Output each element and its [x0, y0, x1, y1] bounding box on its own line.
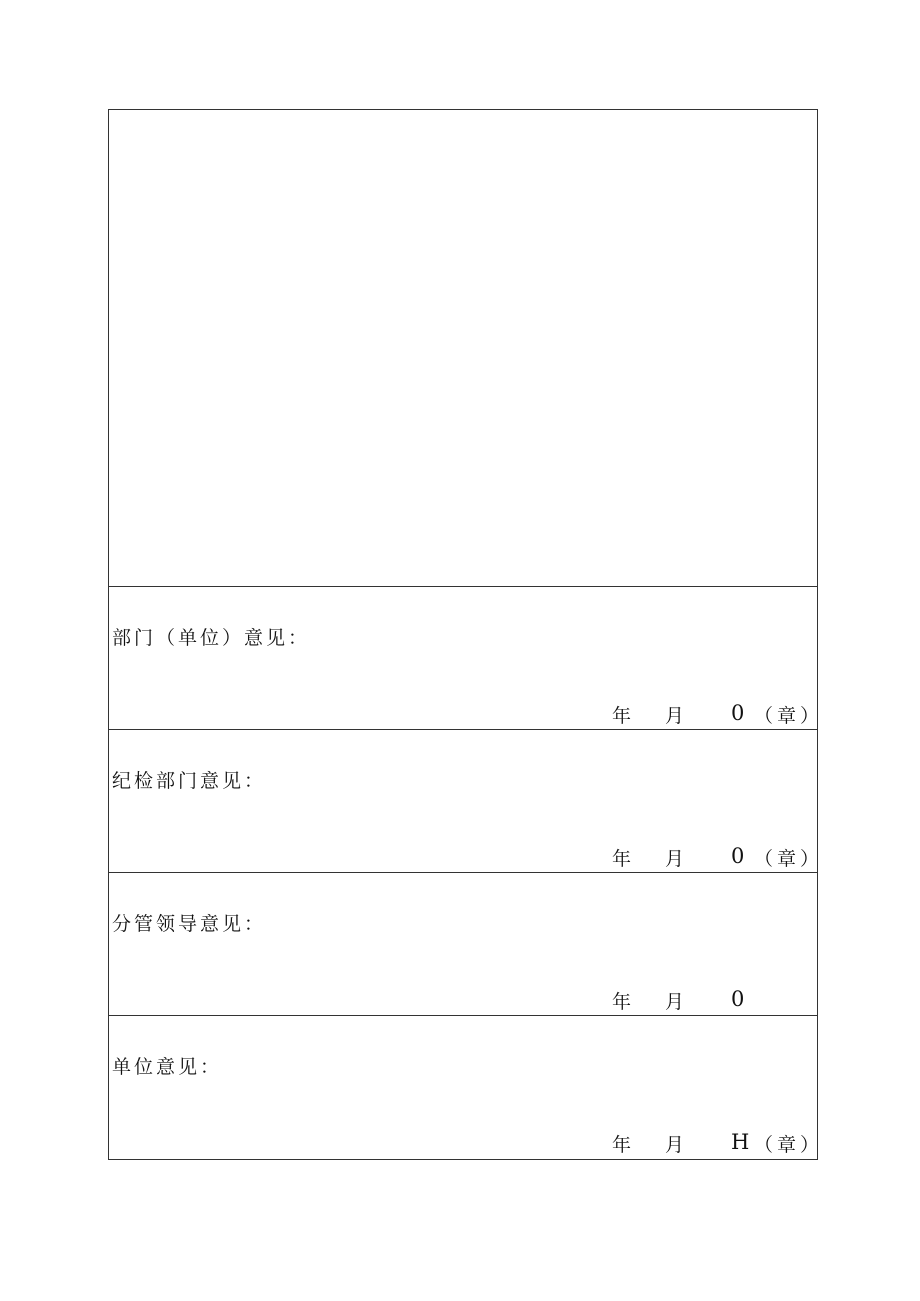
day-label: 0 [731, 701, 745, 725]
seal-label: （章） [754, 848, 824, 870]
department-date-line [609, 701, 824, 727]
unit-opinion-section [109, 1016, 824, 1159]
department-opinion-section [109, 587, 824, 730]
seal-label: （章） [754, 1134, 824, 1156]
content-blank-area [109, 110, 817, 587]
department-opinion-label: 部门（单位）意见： [112, 627, 311, 649]
month-label: 月 [665, 1134, 685, 1156]
day-label: H [731, 1130, 750, 1154]
leader-opinion-label: 分管领导意见： [112, 913, 267, 935]
discipline-opinion-section [109, 730, 824, 873]
month-label: 月 [665, 991, 685, 1013]
discipline-date-line [609, 844, 824, 870]
year-label: 年 [612, 848, 632, 870]
year-label: 年 [612, 705, 632, 727]
unit-date-line [609, 1130, 824, 1156]
year-label: 年 [612, 991, 632, 1013]
month-label: 月 [665, 848, 685, 870]
leader-date-line [609, 987, 817, 1011]
unit-opinion-label: 单位意见： [112, 1056, 223, 1078]
seal-label: （章） [754, 705, 824, 727]
day-label: 0 [731, 844, 745, 868]
leader-opinion-section [109, 873, 817, 1016]
approval-form-table [108, 109, 824, 1160]
year-label: 年 [612, 1134, 632, 1156]
discipline-opinion-label: 纪检部门意见： [112, 770, 267, 792]
day-label: 0 [731, 987, 745, 1011]
month-label: 月 [665, 705, 685, 727]
